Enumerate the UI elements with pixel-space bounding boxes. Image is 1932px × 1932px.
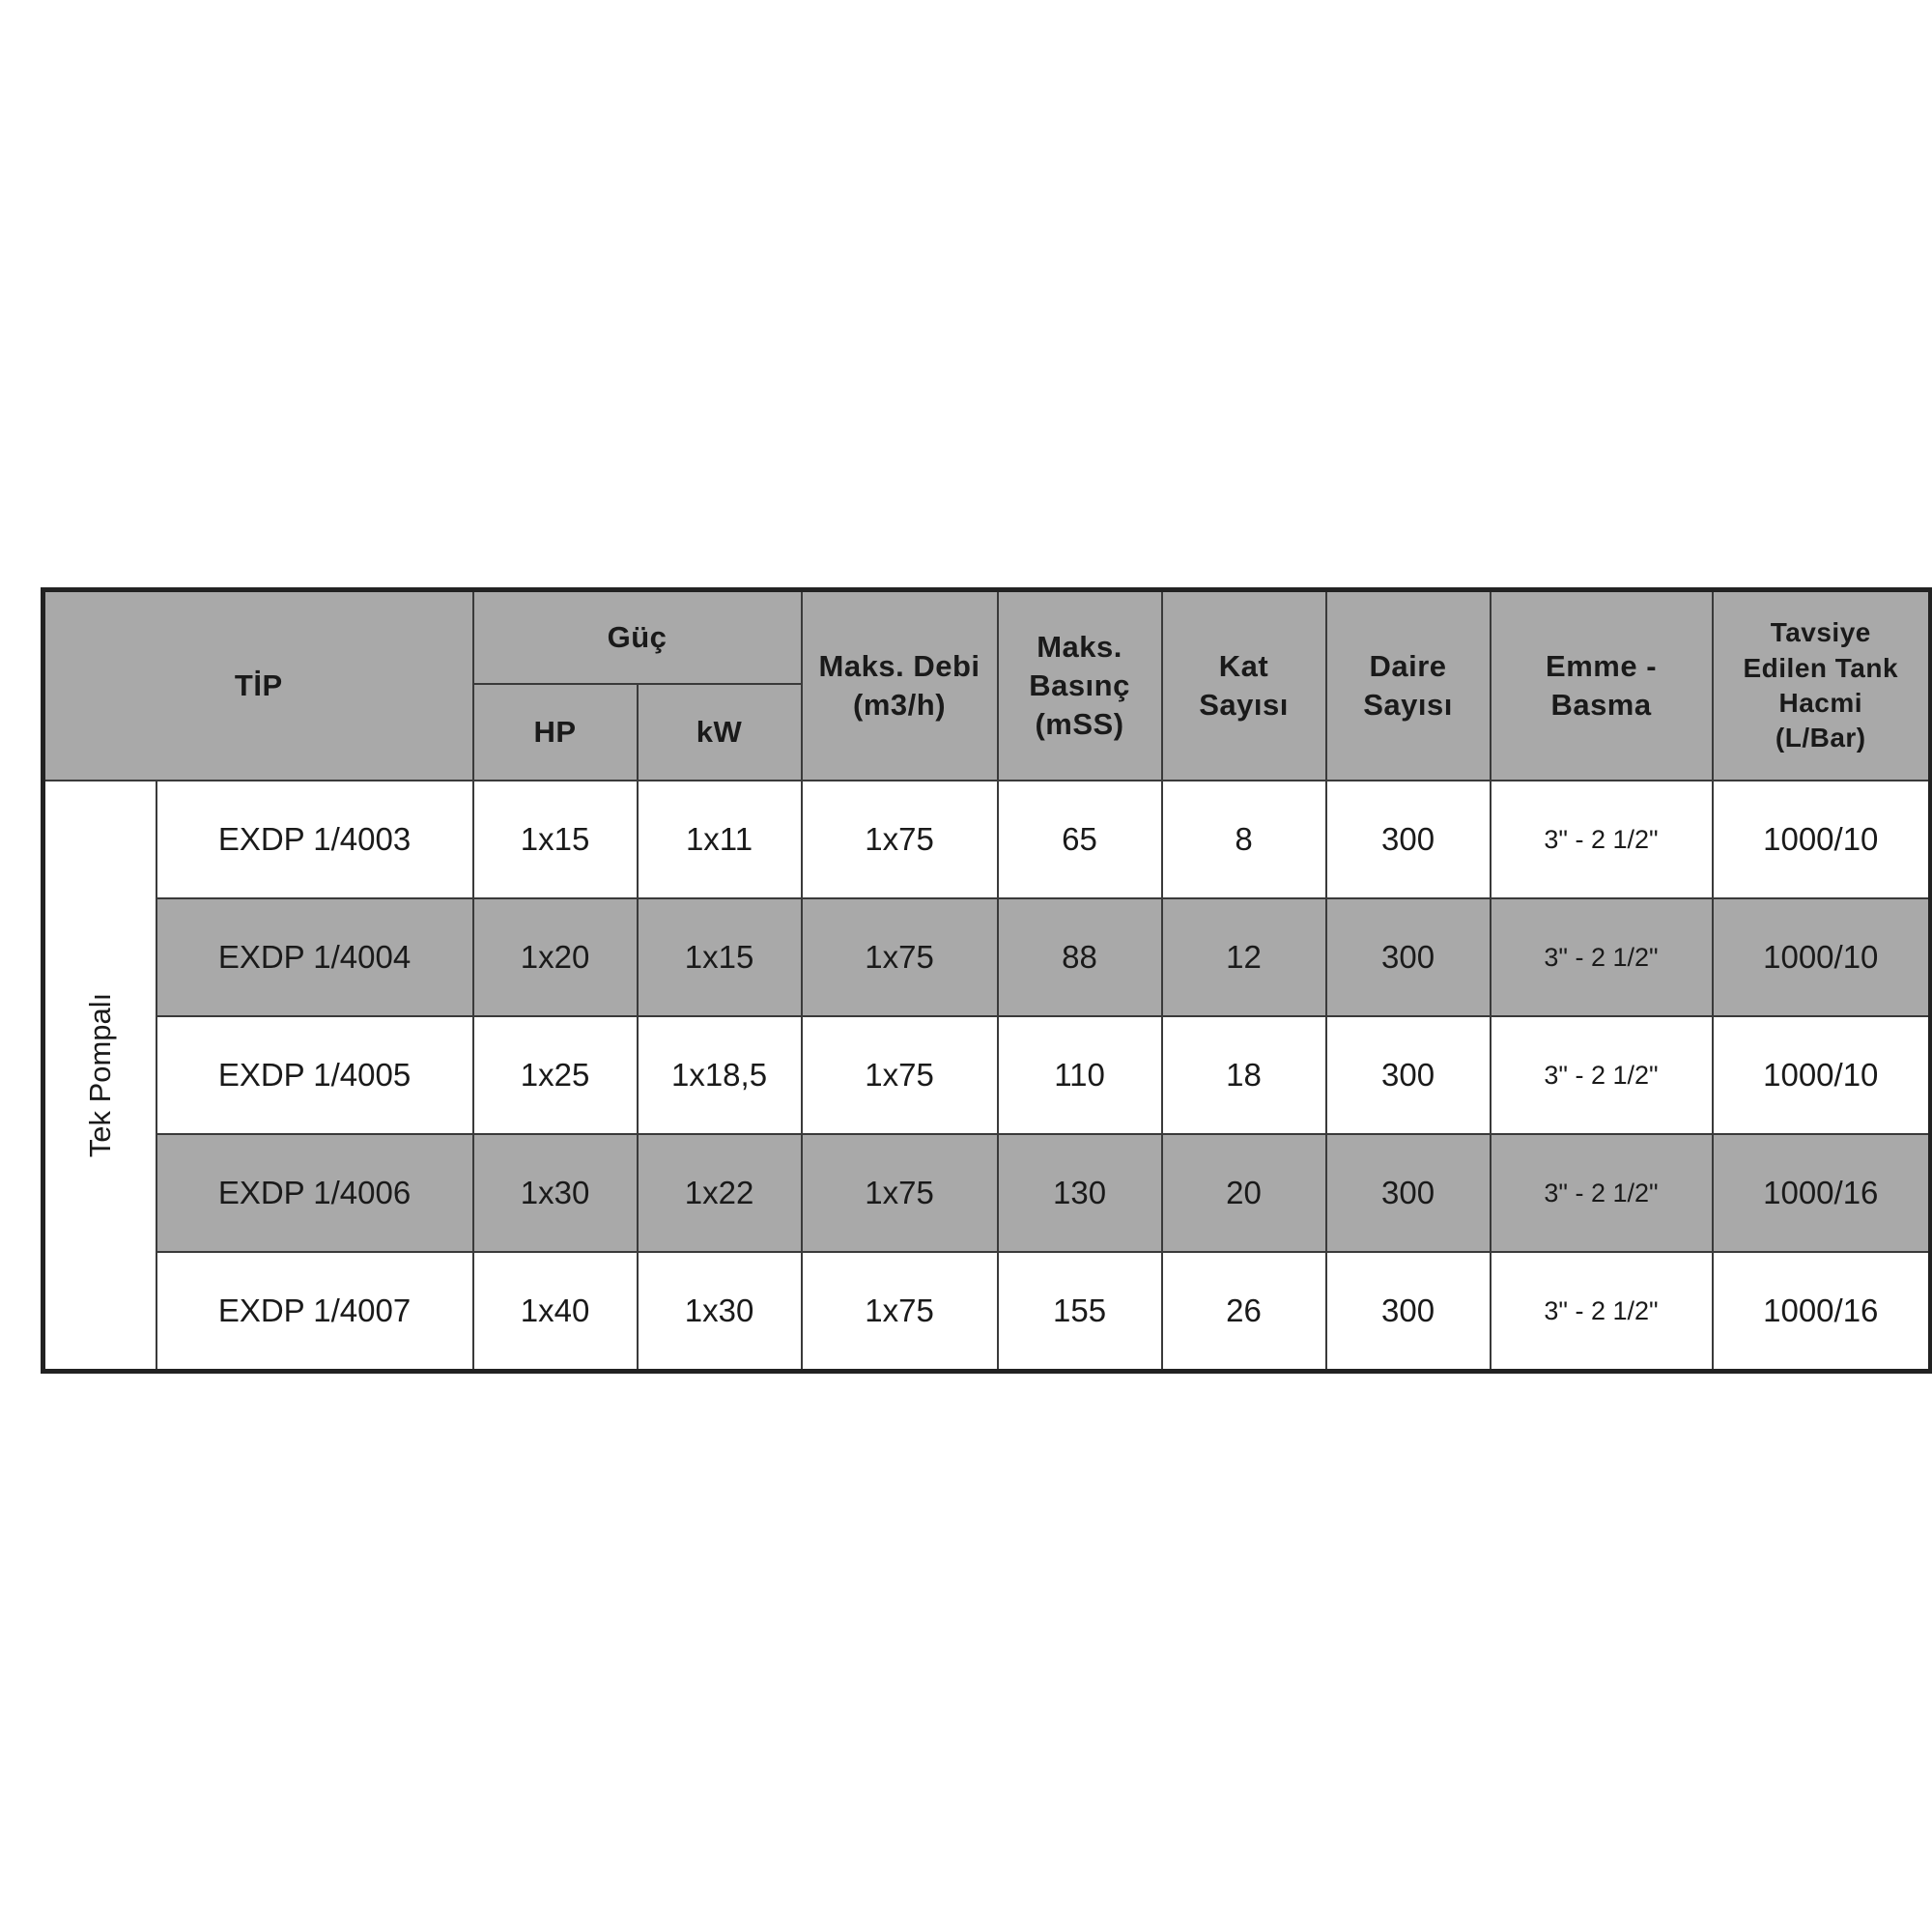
header-debi-line2: (m3/h) bbox=[853, 688, 947, 722]
header-kat bbox=[1162, 590, 1326, 781]
cell-tank: 1000/10 bbox=[1713, 781, 1931, 898]
cell-daire: 300 bbox=[1326, 898, 1491, 1016]
cell-kw: 1x22 bbox=[638, 1134, 802, 1252]
cell-debi: 1x75 bbox=[802, 1016, 998, 1134]
cell-tank: 1000/10 bbox=[1713, 898, 1931, 1016]
cell-model: EXDP 1/4007 bbox=[156, 1252, 473, 1372]
cell-basinc: 65 bbox=[998, 781, 1162, 898]
cell-basinc: 110 bbox=[998, 1016, 1162, 1134]
cell-model: EXDP 1/4003 bbox=[156, 781, 473, 898]
header-basinc-line2: Basınç bbox=[1029, 668, 1130, 702]
cell-kw: 1x18,5 bbox=[638, 1016, 802, 1134]
cell-kw: 1x15 bbox=[638, 898, 802, 1016]
cell-daire: 300 bbox=[1326, 1134, 1491, 1252]
pump-spec-table bbox=[41, 587, 1932, 1374]
header-daire bbox=[1326, 590, 1491, 781]
header-tank-line4: (L/Bar) bbox=[1775, 723, 1866, 753]
table-body bbox=[43, 781, 1931, 1372]
header-emme-line2: Basma bbox=[1550, 688, 1652, 722]
header-tip bbox=[43, 590, 473, 781]
cell-kw: 1x30 bbox=[638, 1252, 802, 1372]
header-hp-label: HP bbox=[533, 714, 577, 749]
cell-emme: 3" - 2 1/2" bbox=[1491, 781, 1713, 898]
header-kat-line1: Kat bbox=[1218, 648, 1269, 683]
cell-daire: 300 bbox=[1326, 1016, 1491, 1134]
cell-hp: 1x40 bbox=[473, 1252, 638, 1372]
table-row bbox=[43, 781, 1931, 898]
header-kw-label: kW bbox=[696, 714, 743, 749]
header-tank-line1: Tavsiye bbox=[1770, 617, 1871, 648]
cell-debi: 1x75 bbox=[802, 898, 998, 1016]
header-hp bbox=[473, 684, 638, 781]
header-basinc-line3: (mSS) bbox=[1035, 707, 1124, 742]
cell-basinc: 130 bbox=[998, 1134, 1162, 1252]
header-kw bbox=[638, 684, 802, 781]
header-kat-line2: Sayısı bbox=[1199, 688, 1289, 722]
header-tip-label: TİP bbox=[234, 668, 283, 702]
cell-hp: 1x15 bbox=[473, 781, 638, 898]
table-header bbox=[43, 590, 1931, 781]
cell-model: EXDP 1/4004 bbox=[156, 898, 473, 1016]
cell-tank: 1000/16 bbox=[1713, 1252, 1931, 1372]
header-tank bbox=[1713, 590, 1931, 781]
header-tank-line2: Edilen Tank bbox=[1743, 652, 1899, 683]
cell-emme: 3" - 2 1/2" bbox=[1491, 1016, 1713, 1134]
header-tank-line3: Hacmi bbox=[1778, 688, 1863, 718]
table-row bbox=[43, 1016, 1931, 1134]
header-daire-line2: Sayısı bbox=[1363, 688, 1453, 722]
group-label: Tek Pompalı bbox=[82, 992, 117, 1158]
header-emme bbox=[1491, 590, 1713, 781]
group-cell bbox=[43, 781, 156, 1372]
cell-daire: 300 bbox=[1326, 1252, 1491, 1372]
cell-tank: 1000/10 bbox=[1713, 1016, 1931, 1134]
cell-hp: 1x25 bbox=[473, 1016, 638, 1134]
cell-model: EXDP 1/4006 bbox=[156, 1134, 473, 1252]
cell-debi: 1x75 bbox=[802, 1134, 998, 1252]
cell-emme: 3" - 2 1/2" bbox=[1491, 1252, 1713, 1372]
header-basinc-line1: Maks. bbox=[1037, 629, 1122, 664]
cell-basinc: 88 bbox=[998, 898, 1162, 1016]
cell-kat: 20 bbox=[1162, 1134, 1326, 1252]
cell-kat: 12 bbox=[1162, 898, 1326, 1016]
cell-kat: 8 bbox=[1162, 781, 1326, 898]
cell-emme: 3" - 2 1/2" bbox=[1491, 898, 1713, 1016]
cell-hp: 1x20 bbox=[473, 898, 638, 1016]
cell-debi: 1x75 bbox=[802, 781, 998, 898]
cell-daire: 300 bbox=[1326, 781, 1491, 898]
cell-tank: 1000/16 bbox=[1713, 1134, 1931, 1252]
header-guc bbox=[473, 590, 802, 685]
table-row bbox=[43, 898, 1931, 1016]
cell-kw: 1x11 bbox=[638, 781, 802, 898]
cell-kat: 26 bbox=[1162, 1252, 1326, 1372]
table-row bbox=[43, 1134, 1931, 1252]
header-basinc bbox=[998, 590, 1162, 781]
header-debi-line1: Maks. Debi bbox=[818, 648, 980, 683]
header-emme-line1: Emme - bbox=[1546, 648, 1658, 683]
cell-emme: 3" - 2 1/2" bbox=[1491, 1134, 1713, 1252]
header-guc-label: Güç bbox=[607, 619, 668, 654]
cell-kat: 18 bbox=[1162, 1016, 1326, 1134]
cell-debi: 1x75 bbox=[802, 1252, 998, 1372]
table-row bbox=[43, 1252, 1931, 1372]
cell-hp: 1x30 bbox=[473, 1134, 638, 1252]
header-debi bbox=[802, 590, 998, 781]
cell-basinc: 155 bbox=[998, 1252, 1162, 1372]
cell-model: EXDP 1/4005 bbox=[156, 1016, 473, 1134]
header-daire-line1: Daire bbox=[1369, 648, 1447, 683]
